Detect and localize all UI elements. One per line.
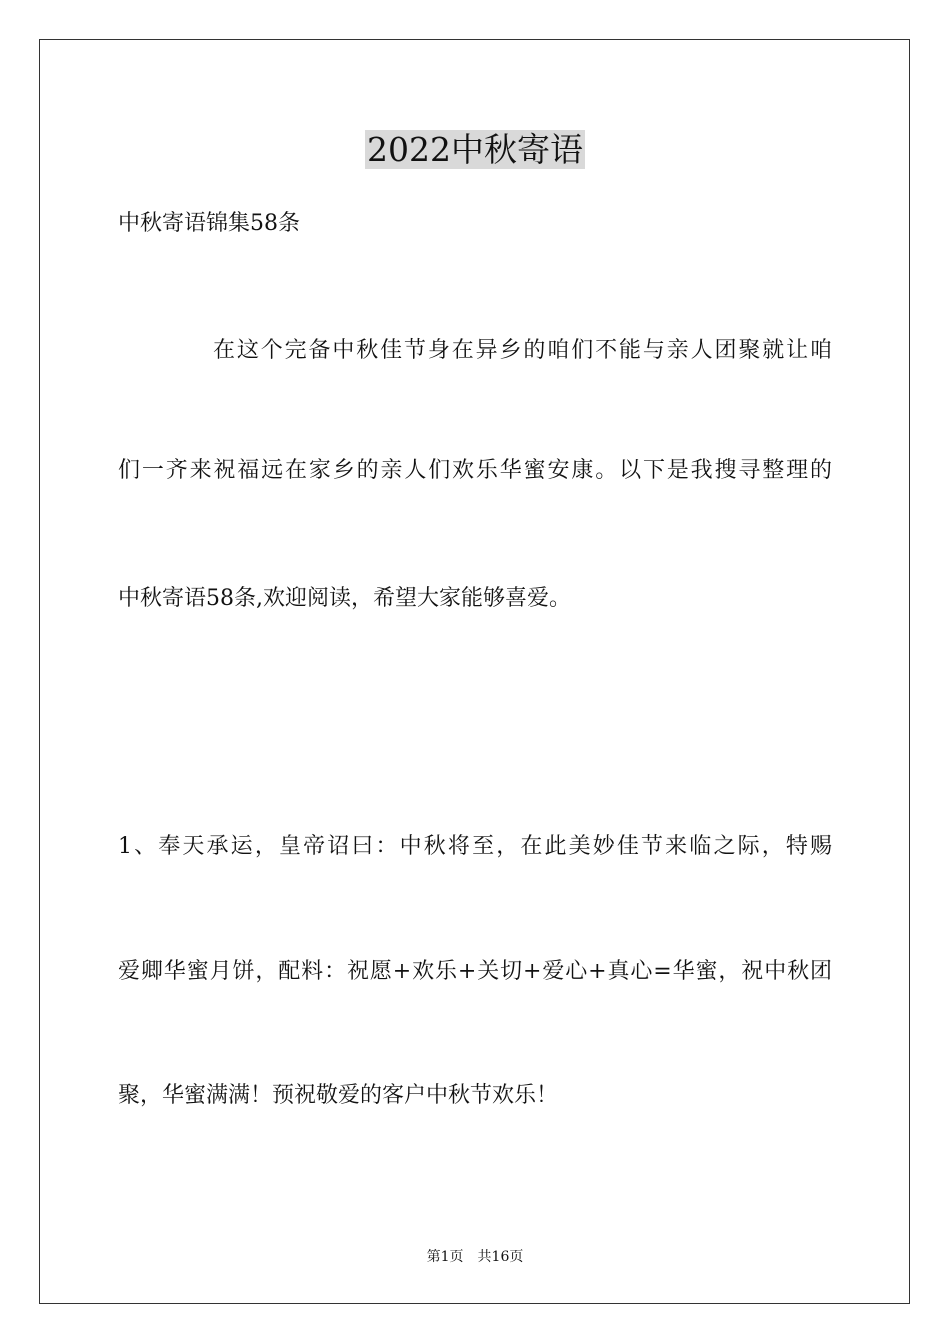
document-title [0,128,950,172]
page-number: 第1页 [426,1249,464,1265]
page-footer [0,1247,950,1267]
total-pages: 共16页 [477,1249,524,1265]
greeting-item-1-line-2: 爱卿华蜜月饼，配料：祝愿+欢乐+关切+爱心+真心=华蜜，祝中秋团 [118,959,832,984]
greeting-item-1-line-1: 1、奉天承运，皇帝诏曰：中秋将至，在此美妙佳节来临之际，特赐 [118,834,832,859]
document-title-text: 2022中秋寄语 [367,130,583,169]
document-subtitle: 中秋寄语锦集58条 [118,211,300,236]
intro-paragraph-line-3: 中秋寄语58条,欢迎阅读，希望大家能够喜爱。 [118,586,571,611]
greeting-item-1-line-3: 聚，华蜜满满！预祝敬爱的客户中秋节欢乐！ [118,1083,559,1108]
intro-paragraph-line-1: 在这个完备中秋佳节身在异乡的咱们不能与亲人团聚就让咱 [213,338,832,363]
intro-paragraph-line-2: 们一齐来祝福远在家乡的亲人们欢乐华蜜安康。以下是我搜寻整理的 [118,458,832,483]
